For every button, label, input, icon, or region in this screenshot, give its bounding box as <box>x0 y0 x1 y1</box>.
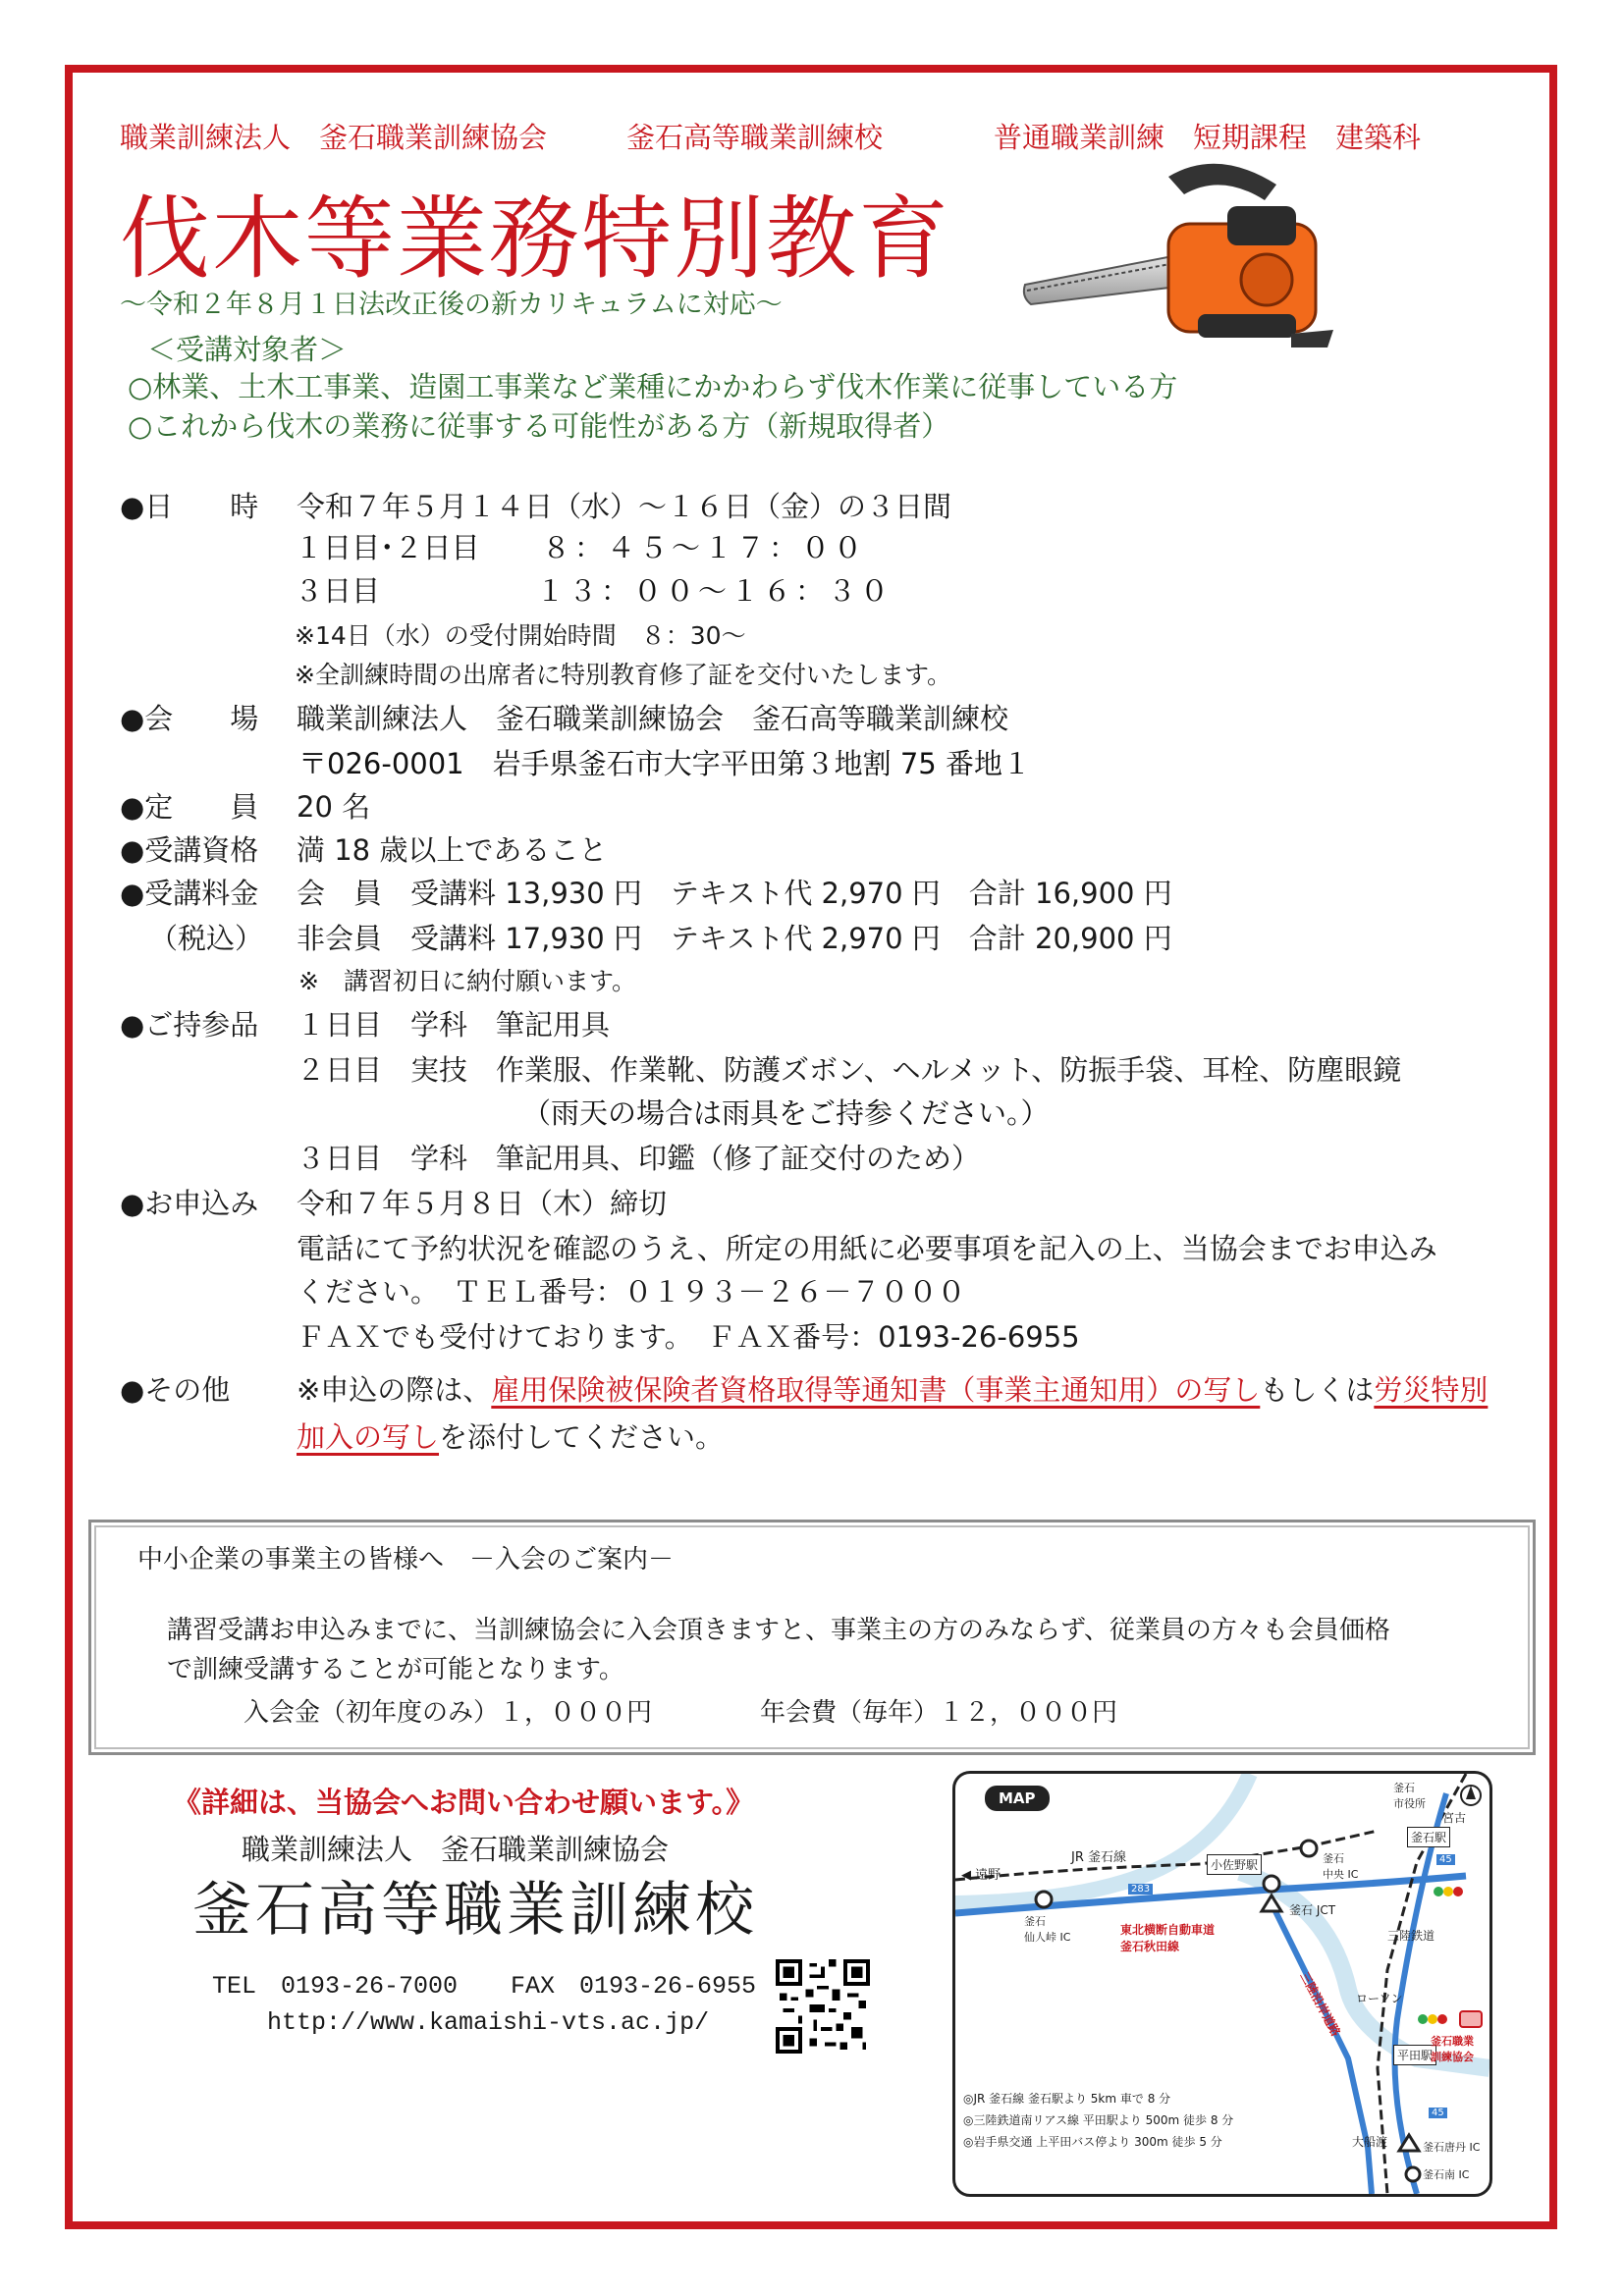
fee-nonmember: 非会員 受講料 17,930 円 テキスト代 2,970 円 合計 20,900 円 <box>297 922 1172 955</box>
subtitle: ～令和２年８月１日法改正後の新カリキュラムに対応～ <box>120 290 783 320</box>
map-kosano-station: 小佐野駅 <box>1207 1854 1262 1875</box>
apply-line-2: ください。 ＴＥＬ番号：０１９３－２６－７０００ <box>297 1275 966 1308</box>
map-city-hall: 釜石 市役所 <box>1393 1782 1426 1810</box>
map-chuo-ic: 釜石 中央 IC <box>1323 1852 1359 1881</box>
school-name: 釜石高等職業訓練校 <box>192 1876 758 1945</box>
items-day1: １日目 学科 筆記用具 <box>297 1008 611 1041</box>
schedule-note-1: ※14日（水）の受付開始時間 ８：30～ <box>295 621 746 650</box>
other-required-doc-2b: 加入の写し <box>297 1420 440 1454</box>
apply-label: ●お申込み <box>120 1187 259 1220</box>
footer-tel: TEL 0193-26-7000 <box>212 1972 459 2001</box>
map-access-3: ◎岩手県交通 上平田バス停より 300m 徒歩 5 分 <box>963 2135 1222 2149</box>
map-jct: 釜石 JCT <box>1289 1903 1336 1917</box>
map-toono: ◀ 遠野 <box>961 1868 1001 1883</box>
apply-line-1: 電話にて予約状況を確認のうえ、所定の用紙に必要事項を記入の上、当協会までお申込み <box>297 1232 1437 1265</box>
schedule-label: ●日 時 <box>120 490 259 523</box>
inquiry-text: 《詳細は、当協会へお問い合わせ願います。》 <box>173 1786 755 1819</box>
chainsaw-image <box>1021 137 1335 369</box>
map-expressway: 東北横断自動車道 釜石秋田線 <box>1120 1923 1216 1953</box>
map-lawson: ローソン <box>1356 1992 1403 2005</box>
map-jr-line: JR 釜石線 <box>1071 1850 1126 1865</box>
capacity-value: 20 名 <box>297 790 371 824</box>
map-badge: MAP <box>985 1786 1050 1811</box>
day12-time: ８：４５～１７：００ <box>542 531 867 564</box>
day3-label: ３日目 <box>295 574 381 608</box>
page-title: 伐木等業務特別教育 <box>120 187 951 292</box>
map-school: 釜石職業 訓練協会 <box>1431 2035 1474 2063</box>
map-route-45-south: 45 <box>1429 2108 1447 2118</box>
other-line-1 <box>297 1368 1488 1409</box>
items-day2-note: （雨天の場合は雨具をご持参ください。） <box>522 1096 1050 1130</box>
items-label: ●ご持参品 <box>120 1008 259 1041</box>
map-sanriku-railway: 三陸鉄道 <box>1387 1929 1435 1943</box>
membership-line-2: で訓練受講することが可能となります。 <box>167 1655 624 1684</box>
map-senninto-ic: 釜石 仙人峠 IC <box>1024 1915 1071 1944</box>
footer-fax: FAX 0193-26-6955 <box>511 1972 757 2001</box>
membership-entry-fee: 入会金（初年度のみ）１，０００円 <box>244 1698 653 1728</box>
items-day2: ２日目 実技 作業服、作業靴、防護ズボン、ヘルメット、防振手袋、耳栓、防塵眼鏡 <box>297 1053 1402 1087</box>
footer-url[interactable]: http://www.kamaishi-vts.ac.jp/ <box>267 2008 710 2037</box>
header-org: 職業訓練法人 釜石職業訓練協会 <box>120 121 548 154</box>
membership-title: 中小企業の事業主の皆様へ －入会のご案内－ <box>137 1545 675 1575</box>
venue-name: 職業訓練法人 釜石職業訓練協会 釜石高等職業訓練校 <box>297 702 1009 735</box>
membership-annual-fee: 年会費（毎年）１２，０００円 <box>760 1698 1118 1728</box>
map-ofunato: 大船渡 <box>1352 2135 1388 2149</box>
schedule-note-2: ※全訓練時間の出席者に特別教育修了証を交付いたします。 <box>295 661 951 689</box>
map-access-1: ◎JR 釜石線 釜石駅より 5km 車で 8 分 <box>963 2092 1171 2106</box>
schedule-dates: 令和７年５月１４日（水）～１６日（金）の３日間 <box>297 490 952 523</box>
other-line-2 <box>297 1415 724 1456</box>
map-access-2: ◎三陸鉄道南リアス線 平田駅より 500m 徒歩 8 分 <box>963 2113 1234 2127</box>
map-hirata-station: 平田駅 <box>1393 2045 1436 2065</box>
other-required-doc-1: 雇用保険被保険者資格取得等通知書（事業主通知用）の写し <box>491 1373 1261 1407</box>
other-prefix: ※申込の際は、 <box>297 1373 492 1407</box>
footer-org: 職業訓練法人 釜石職業訓練協会 <box>242 1833 670 1866</box>
map-karamon-ic: 釜石唐丹 IC <box>1423 2141 1481 2154</box>
fee-tax-label: （税込） <box>149 922 264 955</box>
day12-label: １日目･２日目 <box>295 531 480 564</box>
map-kamaishi-station: 釜石駅 <box>1407 1827 1450 1847</box>
venue-label: ●会 場 <box>120 702 259 735</box>
other-required-doc-2a: 労災特別 <box>1374 1373 1489 1407</box>
header-school: 釜石高等職業訓練校 <box>626 121 884 154</box>
map-route-45-north: 45 <box>1436 1854 1455 1865</box>
items-day3: ３日目 学科 筆記用具、印鑑（修了証交付のため） <box>297 1142 981 1175</box>
map-minami-ic: 釜石南 IC <box>1423 2168 1470 2181</box>
membership-line-1: 講習受講お申込みまでに、当訓練協会に入会頂きますと、事業主の方のみならず、従業員の方々も会員価格 <box>167 1616 1390 1645</box>
capacity-label: ●定 員 <box>120 790 259 824</box>
target-heading: ＜受講対象者＞ <box>147 333 348 366</box>
map-route-283: 283 <box>1128 1884 1153 1895</box>
apply-line-3: ＦＡＸでも受付けております。 ＦＡＸ番号：0193-26-6955 <box>297 1320 1080 1354</box>
other-suffix: を添付してください。 <box>439 1420 725 1454</box>
fee-member: 会 員 受講料 13,930 円 テキスト代 2,970 円 合計 16,900 円 <box>297 877 1172 910</box>
day3-time: １３：００～１６：３０ <box>536 574 893 608</box>
fee-label: ●受講料金 <box>120 877 259 910</box>
map-coastal-road: 三陸沿岸道路 <box>1297 1969 1343 2039</box>
fee-note: ※ 講習初日に納付願います。 <box>298 967 636 995</box>
venue-address: 〒026-0001 岩手県釜石市大字平田第３地割 75 番地１ <box>298 747 1031 780</box>
other-label: ●その他 <box>120 1373 231 1407</box>
qualification-value: 満 18 歳以上であること <box>297 833 608 867</box>
header-course: 普通職業訓練 短期課程 建築科 <box>994 121 1422 154</box>
other-or: もしくは <box>1260 1373 1375 1407</box>
access-map <box>952 1771 1492 2197</box>
target-item-2: ○これから伐木の業務に従事する可能性がある方（新規取得者） <box>128 409 950 443</box>
qualification-label: ●受講資格 <box>120 833 259 867</box>
qr-code[interactable] <box>776 1959 870 2054</box>
apply-deadline: 令和７年５月８日（木）締切 <box>297 1187 668 1220</box>
map-miyako: 宮古 <box>1442 1811 1467 1825</box>
target-item-1: ○林業、土木工事業、造園工事業など業種にかかわらず伐木作業に従事している方 <box>128 370 1178 403</box>
